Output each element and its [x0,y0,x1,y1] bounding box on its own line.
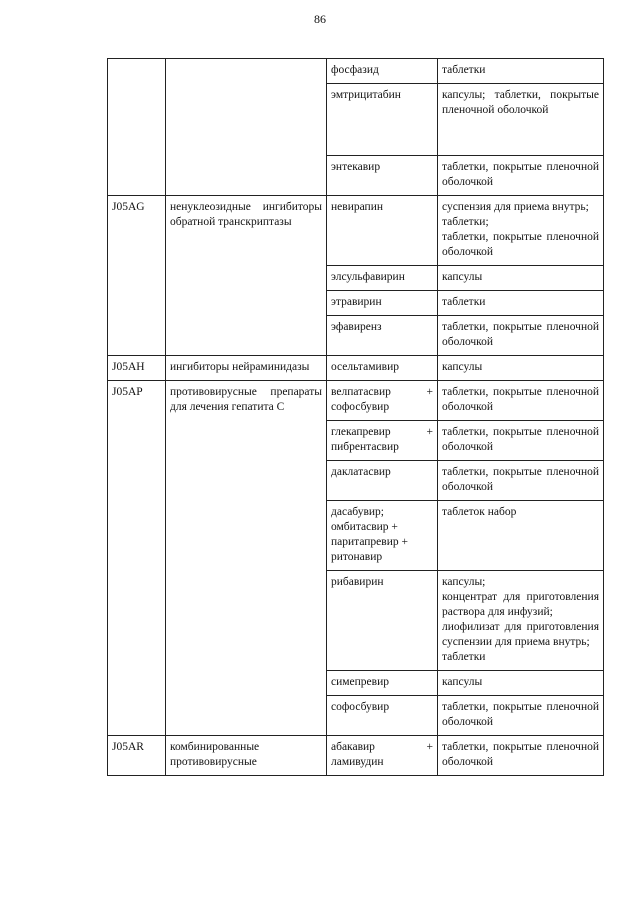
drug-cell [327,696,438,736]
drug-name: софосбувир [331,701,390,713]
drug-name: дасабувир; [331,506,384,518]
drug-name: невирапин [331,201,384,213]
drug-name: симепревир [331,676,389,688]
atc-code: J05AR [108,736,166,776]
group-name: противовирусные препараты для лечения гепатита С [166,381,327,736]
form-cell [438,501,604,571]
drug-name: рибавирин [331,576,384,588]
drug-cell [327,59,438,84]
group-name: ингибиторы нейраминидазы [166,356,327,381]
table-row [108,196,604,266]
dosage-form: таблетки, покрытые пленочной оболочкой [442,741,599,768]
drug-name: даклатасвир [331,466,391,478]
drug-cell [327,381,438,421]
form-cell [438,736,604,776]
drug-name: ритонавир [331,551,383,563]
dosage-form: таблетки, покрытые пленочной оболочкой [442,426,599,453]
dosage-form: лиофилизат для приготовления суспензии для приема внутрь; [442,621,599,648]
drug-table [107,58,604,776]
dosage-form: таблетки, покрытые пленочной оболочкой [442,161,599,188]
form-cell [438,196,604,266]
table-row [108,381,604,421]
group-name: ненуклеозидные ингибиторы обратной транскриптазы [166,196,327,356]
form-cell [438,84,604,156]
dosage-form: капсулы; таблетки, покрытые пленочной оболочкой [442,89,599,116]
drug-cell [327,266,438,291]
dosage-form: таблетки, покрытые пленочной оболочкой [442,231,599,258]
dosage-form: таблетки, покрытые пленочной оболочкой [442,386,599,413]
table-row [108,356,604,381]
form-cell [438,266,604,291]
form-cell [438,671,604,696]
drug-cell [327,356,438,381]
dosage-form: таблеток набор [442,506,517,518]
form-cell [438,381,604,421]
dosage-form: таблетки, покрытые пленочной оболочкой [442,701,599,728]
table-row [108,736,604,776]
dosage-form: таблетки [442,651,486,663]
dosage-form: капсулы [442,361,483,373]
drug-name: глекапревир + пибрентасвир [331,426,433,453]
dosage-form: капсулы; [442,576,486,588]
form-cell [438,461,604,501]
dosage-form: таблетки [442,64,486,76]
drug-name: осельтамивир [331,361,399,373]
drug-name: элсульфавирин [331,271,405,283]
drug-cell [327,156,438,196]
code-cell [108,59,166,196]
form-cell [438,59,604,84]
drug-name: энтекавир [331,161,381,173]
dosage-form: суспензия для приема внутрь; [442,201,589,213]
dosage-form: таблетки [442,296,486,308]
drug-cell [327,196,438,266]
dosage-form: концентрат для приготовления раствора для инфузий; [442,591,599,618]
drug-cell [327,421,438,461]
form-cell [438,316,604,356]
drug-name: фосфазид [331,64,379,76]
drug-cell [327,316,438,356]
group-name: комбинированные противовирусные [166,736,327,776]
page-number: 86 [314,12,326,26]
drug-name: эфавиренз [331,321,382,333]
drug-name: абакавир + ламивудин [331,741,433,768]
form-cell [438,356,604,381]
group-cell [166,59,327,196]
drug-cell [327,671,438,696]
dosage-form: капсулы [442,676,483,688]
dosage-form: капсулы [442,271,483,283]
table-row [108,59,604,84]
dosage-form: таблетки, покрытые пленочной оболочкой [442,466,599,493]
drug-cell [327,461,438,501]
drug-cell [327,571,438,671]
drug-name: эмтрицитабин [331,89,401,101]
atc-code: J05AH [108,356,166,381]
drug-name: велпатасвир + софосбувир [331,386,433,413]
form-cell [438,291,604,316]
atc-code: J05AP [108,381,166,736]
form-cell [438,156,604,196]
dosage-form: таблетки; [442,216,489,228]
drug-cell [327,501,438,571]
form-cell [438,421,604,461]
drug-cell [327,736,438,776]
form-cell [438,696,604,736]
drug-cell [327,291,438,316]
dosage-form: таблетки, покрытые пленочной оболочкой [442,321,599,348]
drug-name: этравирин [331,296,382,308]
form-cell [438,571,604,671]
drug-cell [327,84,438,156]
drug-name: паритапревир + [331,536,408,548]
drug-name: омбитасвир + [331,521,398,533]
atc-code: J05AG [108,196,166,356]
